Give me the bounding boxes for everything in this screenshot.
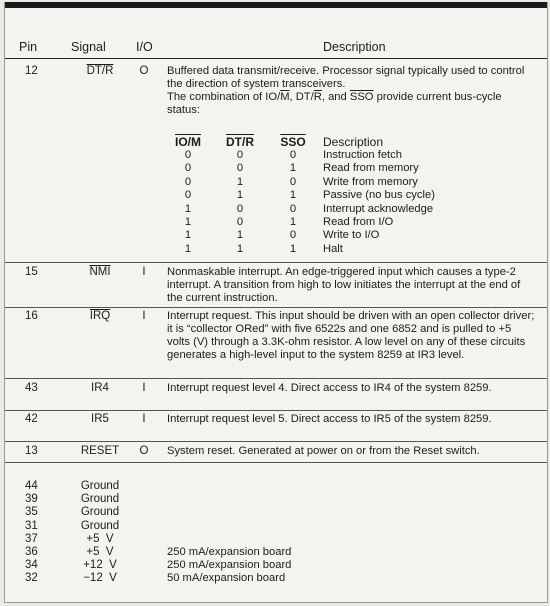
signal-name: Ground bbox=[80, 493, 120, 506]
description-text-2: The combination of $IO/\overline{M}$, $DT/\overline{R}$, and $\overline{SSO}$ provide current bus-cycle status: bbox=[167, 91, 502, 116]
row-divider bbox=[5, 307, 547, 308]
pin-table-page bbox=[4, 2, 548, 603]
pin-number: 32 bbox=[25, 572, 38, 585]
status-description: Passive (no bus cycle) bbox=[323, 189, 435, 202]
status-iom: 1 bbox=[184, 242, 192, 255]
header-io: I/O bbox=[136, 40, 153, 54]
status-sso: 1 bbox=[289, 189, 297, 202]
status-dtr: 0 bbox=[236, 202, 244, 215]
signal-name: $\overline{NMI}$ bbox=[89, 266, 111, 278]
status-sso: 1 bbox=[289, 242, 297, 255]
description-text: Interrupt request level 5. Direct access to IR5 of the system 8259. bbox=[167, 413, 492, 425]
pin-number: 42 bbox=[25, 413, 38, 425]
signal-name: +5 V bbox=[86, 532, 114, 545]
description-text: System reset. Generated at power on or from the Reset switch. bbox=[167, 445, 480, 457]
status-dtr: 1 bbox=[236, 242, 244, 255]
status-iom: 0 bbox=[184, 149, 192, 161]
status-iom: 0 bbox=[184, 189, 192, 202]
signal-name: RESET bbox=[80, 445, 120, 457]
status-iom: 0 bbox=[184, 175, 192, 188]
status-dtr: 0 bbox=[236, 216, 244, 228]
pin-number: 15 bbox=[25, 266, 38, 278]
description-text: 50 mA/expansion board bbox=[167, 572, 286, 585]
status-header-iom: IO/M bbox=[175, 135, 201, 149]
pin-number: 37 bbox=[25, 532, 38, 545]
status-dtr: 1 bbox=[236, 189, 244, 202]
signal-name: Ground bbox=[80, 480, 120, 492]
pin-number: 44 bbox=[25, 480, 38, 492]
status-description: Halt bbox=[323, 242, 343, 255]
io-direction: I bbox=[142, 413, 146, 425]
io-direction: I bbox=[142, 382, 146, 394]
status-iom: 0 bbox=[184, 162, 192, 175]
top-rule bbox=[5, 2, 547, 8]
row-divider bbox=[5, 441, 547, 442]
status-description: Read from memory bbox=[323, 162, 419, 175]
row-divider bbox=[5, 378, 547, 379]
status-iom: 1 bbox=[184, 229, 192, 242]
status-description: Interrupt acknowledge bbox=[323, 202, 434, 215]
row-divider bbox=[5, 262, 547, 263]
status-sso: 0 bbox=[289, 202, 297, 215]
pin-number: 36 bbox=[25, 546, 38, 558]
pin-number: 34 bbox=[25, 559, 38, 572]
signal-name: IR4 bbox=[91, 382, 109, 394]
row-divider bbox=[5, 410, 547, 411]
pin-number: 35 bbox=[25, 506, 38, 519]
pin-number: 12 bbox=[25, 65, 38, 77]
description-text: Buffered data transmit/receive. Processor signal typically used to control the direction of system transceivers. bbox=[167, 65, 525, 90]
status-dtr: 1 bbox=[236, 175, 244, 188]
status-sso: 0 bbox=[289, 149, 297, 161]
status-sso: 1 bbox=[289, 162, 297, 175]
description-text: Interrupt request level 4. Direct access to IR4 of the system 8259. bbox=[167, 382, 492, 394]
status-description: Instruction fetch bbox=[323, 149, 402, 161]
io-direction: I bbox=[142, 310, 146, 322]
signal-name: +5 V bbox=[86, 546, 114, 558]
signal-name bbox=[67, 65, 133, 78]
signal-text: DT/R bbox=[86, 65, 114, 77]
io-direction: O bbox=[139, 445, 149, 457]
status-sso: 1 bbox=[289, 216, 297, 228]
header-description: Description bbox=[323, 40, 386, 54]
signal-name: Ground bbox=[80, 506, 120, 519]
header-divider bbox=[5, 58, 547, 59]
pin-number: 13 bbox=[25, 445, 38, 457]
pin-number: 16 bbox=[25, 310, 38, 322]
signal-name: +12 V bbox=[83, 559, 117, 572]
status-dtr: 0 bbox=[236, 149, 244, 161]
header-signal: Signal bbox=[71, 40, 106, 54]
status-header-dtr: DT/R bbox=[226, 135, 254, 149]
io-direction: O bbox=[139, 65, 149, 77]
signal-name: IR5 bbox=[91, 413, 109, 425]
row-divider bbox=[5, 462, 547, 463]
status-iom: 1 bbox=[184, 202, 192, 215]
status-description: Write from memory bbox=[323, 175, 418, 188]
description-text: Interrupt request. This input should be driven with an open collector driver; it is “collector ORed” with five 6522s and one 6852 and is pulled to +5 volts (V) through a 3.3K-ohm resistor. A low level on any of these circuits generates a high-level input to the system 8259 at IR3 level. bbox=[167, 310, 535, 361]
status-dtr: 1 bbox=[236, 229, 244, 242]
status-sso: 0 bbox=[289, 175, 297, 188]
pin-number: 39 bbox=[25, 493, 38, 506]
io-direction: I bbox=[142, 266, 146, 278]
signal-name: Ground bbox=[80, 519, 120, 532]
status-sso: 0 bbox=[289, 229, 297, 242]
status-iom: 1 bbox=[184, 216, 192, 228]
description-text: Nonmaskable interrupt. An edge-triggered input which causes a type-2 interrupt. A transition from high to low initiates the interrupt at the end of the current instruction. bbox=[167, 266, 521, 304]
status-header-description: Description bbox=[323, 135, 384, 149]
description-text: 250 mA/expansion board bbox=[167, 559, 292, 572]
status-description: Write to I/O bbox=[323, 229, 380, 242]
status-dtr: 0 bbox=[236, 162, 244, 175]
header-pin: Pin bbox=[19, 40, 38, 54]
status-description: Read from I/O bbox=[323, 216, 394, 228]
signal-name: $\overline{IRQ}$ bbox=[89, 310, 111, 322]
signal-name: −12 V bbox=[83, 572, 117, 585]
pin-number: 31 bbox=[25, 519, 38, 532]
status-header-sso: $\overline{SSO}$ bbox=[280, 135, 306, 149]
pin-number: 43 bbox=[25, 382, 38, 394]
description-text: 250 mA/expansion board bbox=[167, 546, 292, 558]
